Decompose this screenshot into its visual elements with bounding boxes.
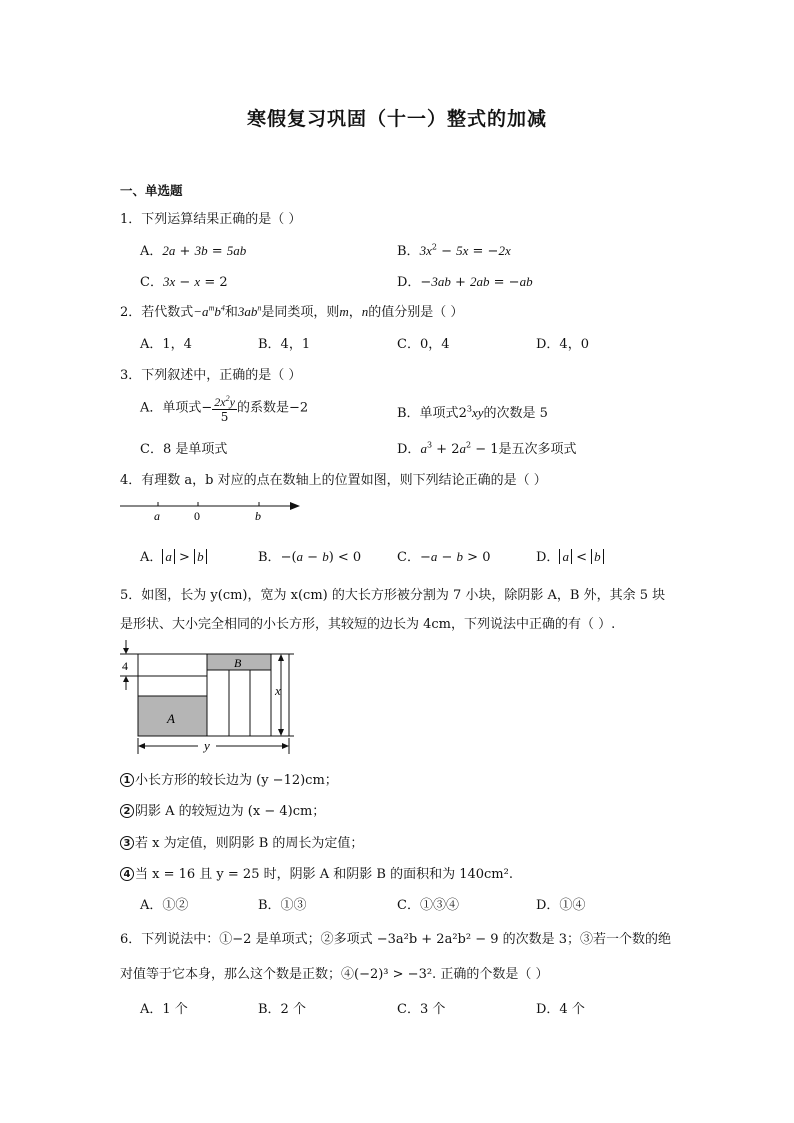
dim-label-4: 4 <box>122 659 128 673</box>
question-1-stem: 1．下列运算结果正确的是（ ） <box>120 212 302 227</box>
q2-option-b[interactable]: B．4，1 <box>258 337 311 352</box>
q2-stem-part: 和 <box>224 305 238 320</box>
q5-option-a[interactable]: A．①② <box>140 898 189 913</box>
section-heading: 一、单选题 <box>120 183 183 198</box>
q3-b-text: 的次数是 5 <box>483 406 548 421</box>
q3-option-c[interactable]: C．8 是单项式 <box>140 442 228 457</box>
statement-text: 若 x 为定值，则阴影 B 的周长为定值； <box>135 836 364 851</box>
label-b: b <box>255 509 261 523</box>
page-title: 寒假复习巩固（十一）整式的加减 <box>246 108 547 130</box>
q3-d-label: D． <box>397 442 421 457</box>
question-6-line-2: 对值等于它本身，那么这个数是正数；④(−2)³ > −3². 正确的个数是（ ） <box>120 967 549 982</box>
q5-option-d[interactable]: D．①④ <box>536 898 586 913</box>
q4-option-b[interactable]: B．−(a − b) < 0 <box>258 549 362 565</box>
q1-option-b[interactable]: B．$3x^2 - 5x = -2x$ <box>397 242 511 259</box>
q4-a-label: A． <box>140 550 163 565</box>
q3-a-label: A．单项式 <box>140 400 202 416</box>
q4-c-label: C． <box>397 550 420 565</box>
label-b: B <box>234 656 242 670</box>
q3-b-label: B．单项式 <box>397 406 459 421</box>
q4-option-c[interactable]: C．−a − b > 0 <box>397 549 491 565</box>
dim-label-y: y <box>204 738 210 753</box>
q5-option-c[interactable]: C．①③④ <box>397 898 459 913</box>
fraction: $\frac{2x^2y}{5}$ <box>214 394 235 424</box>
q3-a-value: −2 <box>288 400 309 416</box>
q6-option-a[interactable]: A．1 个 <box>140 1002 188 1017</box>
label-a: a <box>154 509 160 523</box>
question-4-stem: 4．有理数 a，b 对应的点在数轴上的位置如图，则下列结论正确的是（ ） <box>120 473 547 488</box>
q3-option-a[interactable]: A．单项式− $\frac{2x^2y}{5}$ 的系数是−2 <box>140 394 309 424</box>
label-zero: 0 <box>194 509 200 523</box>
number-line-figure <box>118 496 303 526</box>
q3-option-b[interactable]: B．单项式$2^3xy$的次数是 5 <box>397 404 548 421</box>
q2-stem-part: 的值分别是（ ） <box>368 305 464 320</box>
question-6-line-1: 6．下列说法中：①−2 是单项式；②多项式 −3a²b + 2a²b² − 9 的次数是 3；③若一个数的绝 <box>120 932 672 947</box>
q4-option-a[interactable]: A． a > b <box>140 546 207 565</box>
question-2-stem: 2．若代数式$-a^mb^4$和$3ab^n$是同类项，则m，n的值分别是（ ） <box>120 303 464 320</box>
q3-d-text: 是五次多项式 <box>498 442 577 457</box>
q2-option-c[interactable]: C．0，4 <box>397 337 450 352</box>
q1-option-c[interactable]: C．3x − x = 2 <box>140 274 228 290</box>
q3-option-d[interactable]: D．$a^3 + 2a^2 - 1$是五次多项式 <box>397 440 577 457</box>
question-5-line-1: 5．如图，长为 y(cm)，宽为 x(cm) 的大长方形被分割为 7 小块，除阴影 A，B 外，其余 5 块 <box>120 588 666 603</box>
q2-option-d[interactable]: D．4，0 <box>536 337 589 352</box>
q5-statement-4: 4 当 x = 16 且 y = 25 时，阴影 A 和阴影 B 的面积和为 140cm². <box>120 863 513 882</box>
axis-arrow <box>290 502 300 510</box>
q6-option-c[interactable]: C．3 个 <box>397 1002 446 1017</box>
q5-statement-3: 3 若 x 为定值，则阴影 B 的周长为定值； <box>120 832 363 851</box>
rectangle-figure <box>118 638 298 760</box>
dim-arrow-head <box>278 729 284 736</box>
question-3-stem: 3．下列叙述中，正确的是（ ） <box>120 368 302 383</box>
dim-label-x: x <box>275 683 281 698</box>
q5-statement-2: 2 阴影 A 的较短边为 (x − 4)cm； <box>120 800 325 819</box>
q2-stem-part: 是同类项，则 <box>261 305 340 320</box>
q5-option-b[interactable]: B．①③ <box>258 898 307 913</box>
q6-option-b[interactable]: B．2 个 <box>258 1002 306 1017</box>
q1-option-d[interactable]: D．−3ab + 2ab = −ab <box>397 274 533 290</box>
dim-arrow-head <box>278 654 284 661</box>
statement-text: 当 x = 16 且 y = 25 时，阴影 A 和阴影 B 的面积和为 140cm². <box>135 867 513 882</box>
q2-stem-part: ， <box>348 305 362 320</box>
q1-option-a[interactable]: A．2a + 3b = 5ab <box>140 243 247 259</box>
dim-arrow-head <box>123 648 129 654</box>
dim-arrow-head <box>282 743 289 749</box>
label-a: A <box>167 711 175 726</box>
q4-option-d[interactable]: D． a < b <box>536 546 604 565</box>
q2-option-a[interactable]: A．1，4 <box>140 337 192 352</box>
q5-statement-1: 1 小长方形的较长边为 (y −12)cm； <box>120 769 338 788</box>
q4-b-label: B． <box>258 550 281 565</box>
statement-text: 阴影 A 的较短边为 (x − 4)cm； <box>135 804 326 819</box>
q6-option-d[interactable]: D．4 个 <box>536 1002 585 1017</box>
dim-arrow-head <box>138 743 145 749</box>
q2-stem-part: 2．若代数式 <box>120 305 194 320</box>
q3-a-text: 的系数是 <box>236 400 289 416</box>
dim-arrow-head <box>123 676 129 682</box>
question-5-line-2: 是形状、大小完全相同的小长方形，其较短的边长为 4cm，下列说法中正确的有（ ）. <box>120 617 616 632</box>
statement-text: 小长方形的较长边为 (y −12)cm； <box>135 773 338 788</box>
q4-d-label: D． <box>536 550 560 565</box>
